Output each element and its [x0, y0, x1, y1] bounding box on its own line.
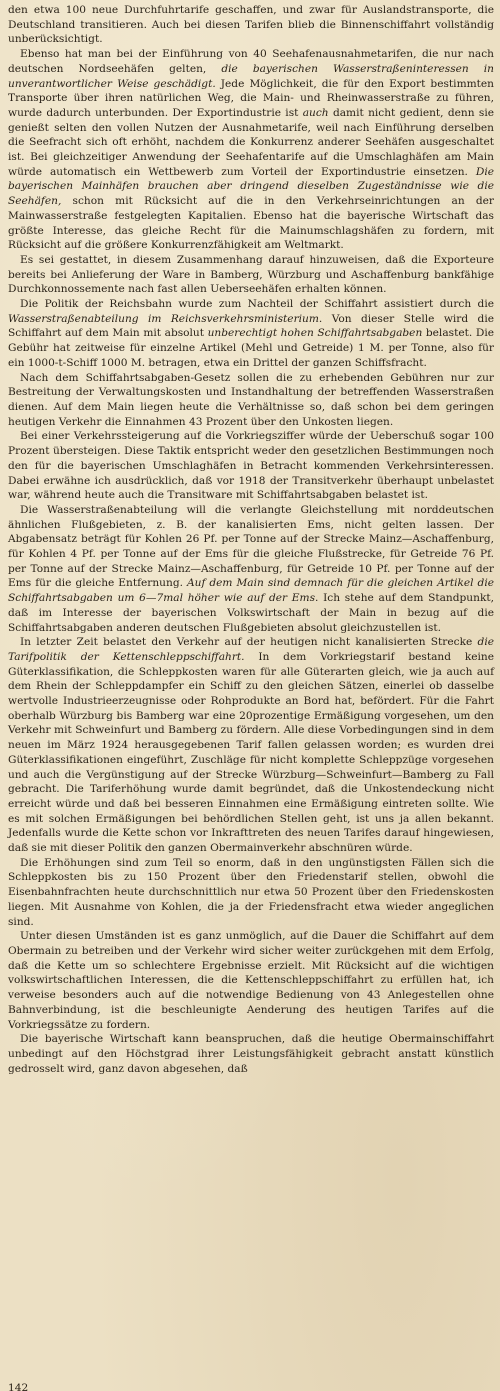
emphasized-text: Die bayerischen Mainhäfen brauchen aber dringend dieselben Zugeständnisse wie die Seehäfen, — [8, 165, 494, 208]
paragraph — [8, 503, 494, 635]
page-number: 142 — [8, 1382, 29, 1391]
emphasized-text: auch — [302, 106, 329, 119]
text-run: den etwa 100 neue Durchfuhrtarife geschaffen, und zwar für Auslandstransporte, die Deutschland transitieren. Auch bei diesen Tarifen blieb die Binnenschiffahrt vollständig unberücksichtigt. — [8, 4, 494, 46]
text-run: Ebenso hat man bei der Einführung von 40 Seehafenausnahmetarifen, die nur nach deutschen Nordseehäfen gelten, — [8, 48, 494, 75]
text-run: Ich stehe auf dem Standpunkt, daß im Interesse der bayerischen Volkswirtschaft der Main in bezug auf die Schiffahrtsabgaben anderen deutschen Flußgebieten absolut gleichzustellen ist. — [8, 592, 494, 634]
paragraph — [8, 429, 494, 503]
text-run: Nach dem Schiffahrtsabgaben-Gesetz sollen die zu erhebenden Gebühren nur zur Bestreitung der Verwaltungskosten und Instandhaltung der betreffenden Wasserstraßen dienen. Auf dem Main liegen heute die Verhältnisse so, daß schon bei dem geringen heutigen Verkehr die Einnahmen 43 Prozent über den Unkosten liegen. — [8, 371, 494, 428]
text-run: Die Wasserstraßenabteilung will die verlangte Gleichstellung mit norddeutschen ähnlichen Flußgebieten, z. B. der kanalisierten Ems, nicht gelten lassen. Der Abgabensatz beträgt für Kohlen 26 Pf. per Tonne auf der Strecke Mainz—Aschaffenburg, für Kohlen 4 Pf. per Tonne auf der Ems für die gleiche Flußstrecke, für Getreide 76 Pf. per Tonne auf der Strecke Mainz—Aschaffenburg, für Getreide 10 Pf. per Tonne auf der Ems für die gleiche Entfernung. — [8, 503, 494, 590]
text-run: damit nicht gedient, denn sie genießt selten den vollen Nutzen der Ausnahmetarife, weil nach Einführung derselben die Seefracht sich oft erhöht, nachdem die Konkurrenz anderer Seehäfen ausgeschaltet ist. Bei gleichzeitiger Anwendung der Seehafentarife auf die Umschlaghäfen am Main würde automatisch ein Wettbewerb zum Vorteil der Exportindustrie einsetzen. — [8, 106, 494, 178]
paragraph — [8, 929, 494, 1032]
paragraph — [8, 856, 494, 930]
paragraph — [8, 47, 494, 253]
text-run: Unter diesen Umständen ist es ganz unmöglich, auf die Dauer die Schiffahrt auf dem Obermain zu betreiben und der Verkehr wird sicher weiter zurückgehen mit dem Erfolg, daß die Kette um so schlechtere Ergebnisse erzielt. Mit Rücksicht auf die wichtigen volkswirtschaftlichen Interessen, die die Kettenschleppschiffahrt zu erfüllen hat, ich verweise besonders auch auf die notwendige Bedienung von 43 Anlegestellen ohne Bahnverbindung, ist die beschleunigte Aenderung des heutigen Tarifes auf die Vorkriegssätze zu fordern. — [8, 930, 494, 1031]
emphasized-text: Wasserstraßenabteilung im Reichsverkehrsministerium. — [8, 312, 323, 325]
paragraph — [8, 635, 494, 856]
paragraph — [8, 3, 494, 47]
paragraph — [8, 371, 494, 430]
emphasized-text: die bayerischen Wasserstraßeninteressen in unverantwortlicher Weise geschädigt. — [8, 62, 494, 90]
emphasized-text: die Tarifpolitik der Kettenschleppschiffahrt. — [8, 636, 494, 663]
text-run: Die Erhöhungen sind zum Teil so enorm, daß in den ungünstigsten Fällen sich die Schleppkosten bis zu 150 Prozent über den Friedenstarif stellen, obwohl die Eisenbahnfrachten heute durchschnittlich nur etwa 50 Prozent über den Friedenskosten liegen. Mit Ausnahme von Kohlen, die ja der Friedensfracht etwa wieder angeglichen sind. — [8, 856, 494, 928]
paragraph — [8, 253, 494, 297]
text-run: Die Politik der Reichsbahn wurde zum Nachteil der Schiffahrt assistiert durch die — [20, 298, 494, 311]
text-run: Jede Möglichkeit, die für den Export bestimmten Transporte über ihren natürlichen Weg, die Main- und Rheinwasserstraße zu führen, wurde dadurch unterbunden. Der Exportindustrie ist — [8, 77, 495, 119]
body-text — [8, 3, 494, 1076]
text-run: belastet. Die Gebühr hat zeitweise für einzelne Artikel (Mehl und Getreide) 1 M. per Tonne, also für ein 1000-t-Schiff 1000 M. betragen, etwa ein Drittel der ganzen Schiffsfracht. — [8, 327, 494, 369]
paragraph — [8, 1032, 494, 1076]
emphasized-text: unberechtigt hohen Schiffahrtsabgaben — [207, 327, 423, 340]
text-run: Es sei gestattet, in diesem Zusammenhang darauf hinzuweisen, daß die Exporteure bereits bei Anlieferung der Ware in Bamberg, Würzburg und Aschaffenburg bankfähige Durchkonnossemente nach fast allen Ueberseehäfen erhalten können. — [8, 253, 494, 296]
emphasized-text: Auf dem Main sind demnach für die gleichen Artikel die Schiffahrtsabgaben um 6—7mal höher wie auf der Ems. — [8, 577, 494, 605]
text-run: In dem Vorkriegstarif bestand keine Güterklassifikation, die Schleppkosten waren für alle Güterarten gleich, wie ja auch auf dem Rhein der Schleppdampfer ein Schiff zu den gleichen Sätzen, einerlei ob dasselbe wertvolle Industrieerzeugnisse oder Rohprodukte an Bord hat, befördert. Für die Fahrt oberhalb Würzburg bis Bamberg war eine 20prozentige Ermäßigung vorgesehen, um den Verkehr mit Schweinfurt und Bamberg zu fördern. Alle diese Vorbedingungen sind in dem neuen im März 1924 herausgegebenen Tarif fallen gelassen worden; es wurden drei Güterklassifikationen eingeführt, Zuschläge für nicht komplette Schleppzüge vorgesehen und auch die Vergünstigung auf der Strecke Würzburg—Schweinfurt—Bamberg zu Fall gebracht. Die Tariferhöhung wurde damit begründet, daß die Unkostendeckung nicht erreicht würde und daß bei besseren Einnahmen eine Ermäßigung eintreten sollte. Wie es mit solchen Ermäßigungen bei behördlichen Stellen geht, ist uns ja allen bekannt. Jedenfalls wurde die Kette schon vor Inkrafttreten des neuen Tarifes darauf hingewiesen, daß sie mit dieser Politik den ganzen Obermainverkehr abschnüren würde. — [8, 650, 494, 855]
text-run: Von dieser Stelle wird die Schiffahrt auf dem Main mit absolut — [8, 312, 494, 340]
text-run: In letzter Zeit belastet den Verkehr auf der heutigen nicht kanalisierten Strecke — [20, 636, 478, 649]
text-run: Bei einer Verkehrssteigerung auf die Vorkriegsziffer würde der Ueberschuß sogar 100 Prozent übersteigen. Diese Taktik entspricht weder den gesetzlichen Bestimmungen noch den für die bayerischen Umschlaghäfen in Betracht kommenden Verkehrsinteressen. Dabei erwähne ich ausdrücklich, daß vor 1918 der Transitverkehr überhaupt unbelastet war, während heute auch die Transitware mit Schiffahrtsabgaben belastet ist. — [8, 430, 494, 502]
text-run: schon mit Rücksicht auf die in den Verkehrseinrichtungen an der Mainwasserstraße festgelegten Kapitalien. Ebenso hat die bayerische Wirtschaft das größte Interesse, das gleiche Recht für die Mainumschlagshäfen zu fordern, mit Rücksicht auf die größere Konkurrenzfähigkeit am Weltmarkt. — [8, 195, 494, 252]
paragraph — [8, 297, 494, 371]
text-run: Die bayerische Wirtschaft kann beanspruchen, daß die heutige Obermainschiffahrt unbedingt auf den Höchstgrad ihrer Leistungsfähigkeit gebracht anstatt künstlich gedrosselt wird, ganz davon abgesehen, daß — [8, 1033, 494, 1075]
